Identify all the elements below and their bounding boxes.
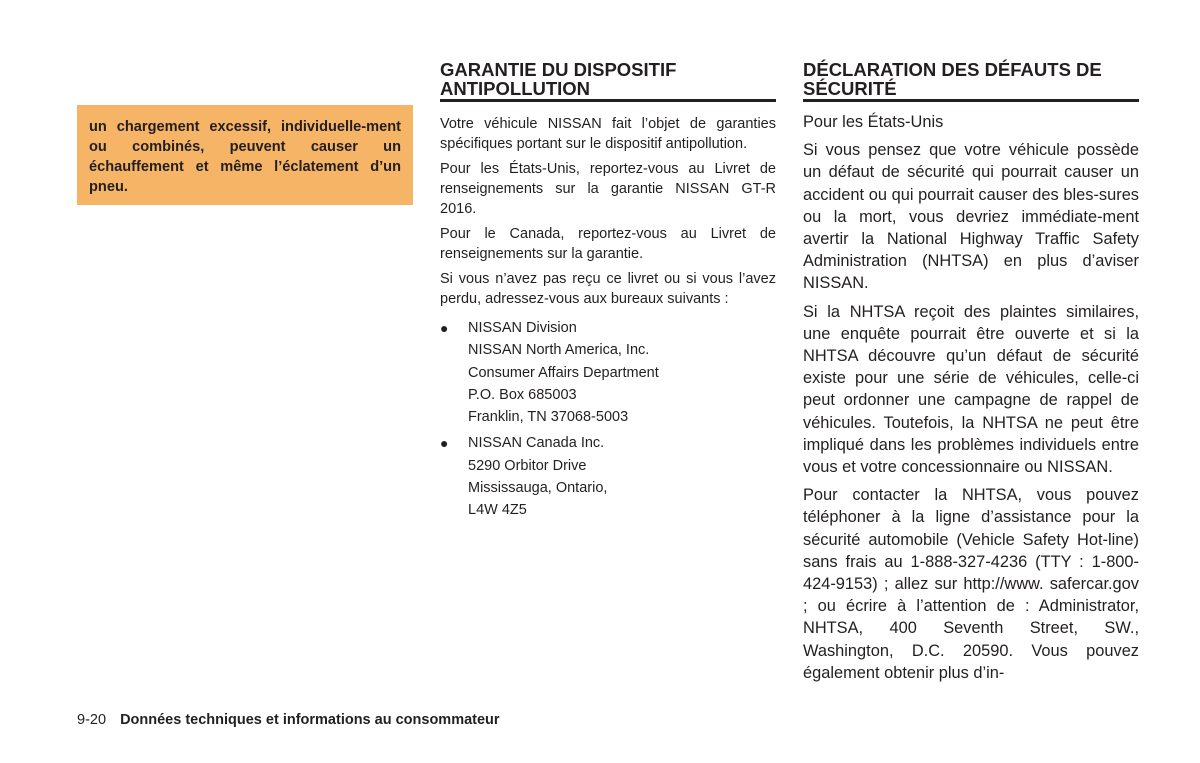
address-line: P.O. Box 685003 [468, 386, 577, 403]
warning-box [77, 105, 413, 205]
heading-line: GARANTIE DU DISPOSITIF [440, 59, 677, 80]
address-item [440, 432, 776, 521]
safety-defects-heading [803, 60, 1139, 102]
heading-line: ANTIPOLLUTION [440, 78, 591, 99]
paragraph: Pour les États-Unis, reportez-vous au Livret de renseignements sur la garantie NISSAN GT-R 2016. [440, 161, 776, 217]
warning-text: un chargement excessif, individuelle-ment ou combinés, peuvent causer un échauffement et même l’éclatement d’un pneu. [89, 119, 401, 195]
emission-warranty-section [440, 60, 776, 526]
bullet-icon: ● [440, 320, 449, 336]
emission-warranty-body [440, 114, 776, 522]
safety-defects-body [803, 111, 1139, 684]
address-line: Mississauga, Ontario, [468, 480, 608, 497]
safety-defects-section [803, 60, 1139, 690]
paragraph: Pour contacter la NHTSA, vous pouvez téléphoner à la ligne d’assistance pour la sécurité automobile (Vehicle Safety Hot-line) sans frais au 1-888-327-4236 (TTY : 1-800-424-9153) ; allez sur http://www. safercar.gov ; ou écrire à l’attention de : Administrator, NHTSA, 400 Seventh Street, SW., Washington, D.C. 20590. Vous pouvez également obtenir plus d’in- [803, 486, 1139, 682]
address-line: Franklin, TN 37068-5003 [468, 409, 629, 426]
address-line: NISSAN Canada Inc. [468, 435, 605, 452]
address-line: NISSAN North America, Inc. [468, 342, 650, 359]
emission-warranty-heading [440, 60, 776, 102]
footer-title: Données techniques et informations au consommateur [120, 712, 500, 728]
address-line: NISSAN Division [468, 320, 577, 336]
address-list [440, 317, 776, 522]
paragraph: Votre véhicule NISSAN fait l’objet de garanties spécifiques portant sur le dispositif antipollution. [440, 116, 776, 152]
heading-line: SÉCURITÉ [803, 78, 897, 99]
page-footer [77, 710, 500, 730]
address-line: L4W 4Z5 [468, 502, 527, 519]
paragraph: Si vous n’avez pas reçu ce livret ou si vous l’avez perdu, adressez-vous aux bureaux suivants : [440, 271, 776, 307]
paragraph: Si la NHTSA reçoit des plaintes similaires, une enquête pourrait être ouverte et si la NHTSA découvre qu’un défaut de sécurité existe pour une série de véhicules, celle-ci peut ordonner une campagne de rappel de véhicules. Toutefois, la NHTSA ne peut être impliqué dans les problèmes individuels entre vous et votre concessionnaire ou NISSAN. [803, 302, 1139, 477]
heading-line: DÉCLARATION DES DÉFAUTS DE [803, 59, 1102, 80]
address-line: 5290 Orbitor Drive [468, 457, 587, 474]
address-item [440, 317, 776, 428]
paragraph: Pour le Canada, reportez-vous au Livret de renseignements sur la garantie. [440, 226, 776, 262]
paragraph: Si vous pensez que votre véhicule possède un défaut de sécurité qui pourrait causer un accident ou qui pourrait causer des bles-sures ou la mort, vous devriez immédiate-ment avertir la National Highway Traffic Safety Administration (NHTSA) en plus d’aviser NISSAN. [803, 141, 1139, 293]
paragraph: Pour les États-Unis [803, 113, 944, 131]
address-line: Consumer Affairs Department [468, 364, 659, 381]
page-number: 9-20 [77, 712, 107, 728]
bullet-icon: ● [440, 435, 449, 452]
